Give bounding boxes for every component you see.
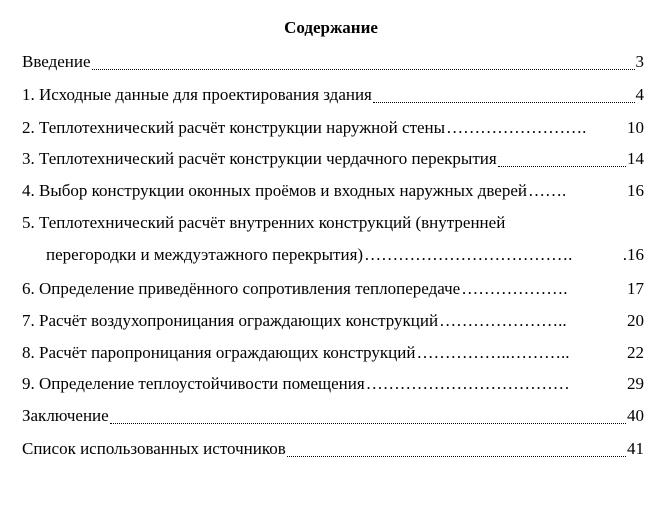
toc-entry-label: 7. Расчёт воздухопроницания ограждающих конструкций: [22, 311, 439, 330]
toc-title: Содержание: [284, 18, 378, 37]
dot-leader: [287, 442, 626, 457]
toc-entry-label: Введение: [22, 52, 91, 71]
toc-entry-4: [22, 181, 644, 201]
toc-entry-label: 8. Расчёт паропроницания ограждающих конструкций: [22, 343, 416, 362]
dot-leader: ………………………………: [365, 374, 570, 393]
toc-entry-page: 20: [627, 311, 644, 330]
toc-entry-1: [22, 85, 644, 105]
toc-entry-label: 2. Теплотехнический расчёт конструкции наружной стены: [22, 118, 446, 137]
toc-entry-label: Заключение: [22, 406, 109, 425]
toc-entry-page: 16: [627, 181, 644, 200]
toc-entry-6: [22, 279, 644, 299]
toc-entry-9: [22, 374, 644, 394]
toc-entry-label: Список использованных источников: [22, 439, 286, 458]
toc-entry-label: 1. Исходные данные для проектирования здания: [22, 85, 372, 104]
toc-entry-label: 5. Теплотехнический расчёт внутренних конструкций (внутренней: [22, 213, 506, 232]
toc-entry-label: 6. Определение приведённого сопротивления теплопередаче: [22, 279, 461, 298]
toc-entry-conclusion: [22, 406, 644, 426]
toc-entry-7: [22, 311, 644, 331]
toc-entry-label: 9. Определение теплоустойчивости помещения: [22, 374, 365, 393]
toc-entry-5: [22, 213, 644, 233]
dot-leader: [498, 152, 626, 167]
toc-entry-page: 10: [627, 118, 644, 137]
dot-leader: ……………..………..: [416, 343, 570, 362]
dot-leader: ……………………………….: [364, 245, 573, 264]
toc-entry-page: 3: [635, 52, 644, 71]
toc-entry-references: [22, 439, 644, 459]
toc-entry-page: 17: [627, 279, 644, 298]
toc-entry-page: .16: [622, 245, 644, 264]
toc-entry-8: [22, 343, 644, 363]
toc-entry-2: [22, 118, 644, 138]
dot-leader: [92, 55, 635, 70]
toc-entry-label: 3. Теплотехнический расчёт конструкции чердачного перекрытия: [22, 149, 497, 168]
dot-leader: [373, 88, 635, 103]
dot-leader: …………………….: [446, 118, 587, 137]
dot-leader: ……………….: [461, 279, 568, 298]
toc-entry-page: 29: [627, 374, 644, 393]
dot-leader: …….: [528, 181, 567, 200]
toc-entry-page: 4: [635, 85, 644, 104]
toc-entry-page: 41: [627, 439, 644, 458]
toc-entry-page: 22: [627, 343, 644, 362]
toc-entry-5-continued: [46, 245, 644, 265]
toc-entry-page: 14: [627, 149, 644, 168]
toc-entry-introduction: [22, 52, 644, 72]
toc-entry-label: 4. Выбор конструкции оконных проёмов и входных наружных дверей: [22, 181, 527, 200]
toc-entry-page: 40: [627, 406, 644, 425]
dot-leader: …………………..: [439, 311, 567, 330]
toc-entry-label: перегородки и междуэтажного перекрытия): [46, 245, 364, 264]
dot-leader: [110, 409, 626, 424]
toc-entry-3: [22, 149, 644, 169]
